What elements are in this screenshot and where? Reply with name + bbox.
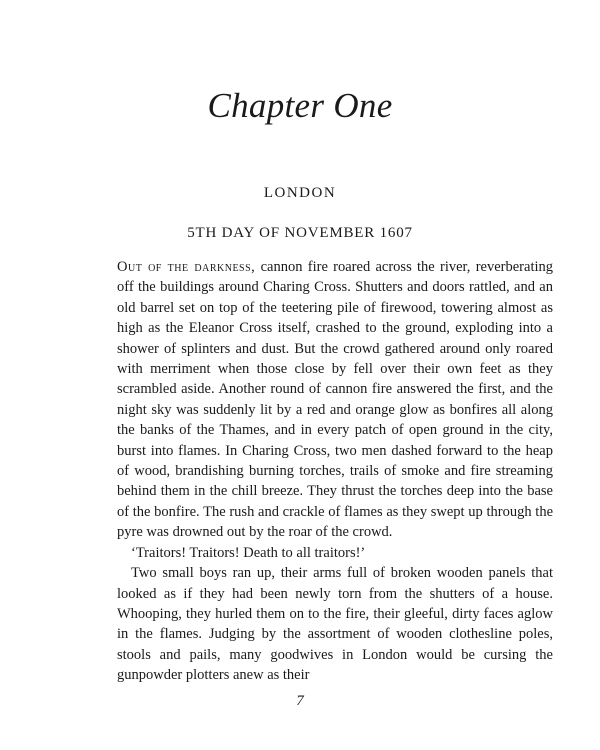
paragraph-3: Two small boys ran up, their arms full of broken wooden panels that looked as if they had been newly torn from the shutters of a house. Whooping, they hurled them on to the fire, their gleeful, dirty faces aglow in the flames. Judging by the assortment of wooden clothesline poles, stools and pails, many goodwives in London would be cursing the gunpowder plotters anew as their <box>117 565 553 684</box>
page-number: 7 <box>296 693 304 709</box>
section-date: 5TH DAY OF NOVEMBER 1607 <box>187 225 413 241</box>
body-text <box>117 257 553 686</box>
paragraph-1-text: cannon fire roared across the river, reverberating off the buildings around Charing Cross. Shutters and doors rattled, and an old barrel set on top of the teetering pile of firewood, towering almost as high as the Eleanor Cross itself, crashed to the ground, exploding into a shower of splinters and dust. But the crowd gathered around only roared with merriment when those close by fell over their own feet as they scrambled aside. Another round of cannon fire answered the first, and the night sky was suddenly lit by a red and orange glow as bonfires all along the banks of the Thames, and in every patch of open ground in the city, burst into flames. In Charing Cross, two men dashed forward to the heap of wood, brandishing burning torches, trails of smoke and fire streaming behind them in the chill breeze. They thrust the torches deep into the base of the bonfire. The rush and crackle of flames as they swept up through the pyre was drowned out by the roar of the crowd. <box>117 259 553 541</box>
paragraph-1 <box>117 257 553 543</box>
section-location: LONDON <box>263 185 337 201</box>
paragraph-2: ‘Traitors! Traitors! Death to all traitors!’ <box>131 544 366 561</box>
chapter-title: Chapter One <box>207 86 393 125</box>
paragraph-lead-in: Out of the darkness, <box>117 259 256 275</box>
